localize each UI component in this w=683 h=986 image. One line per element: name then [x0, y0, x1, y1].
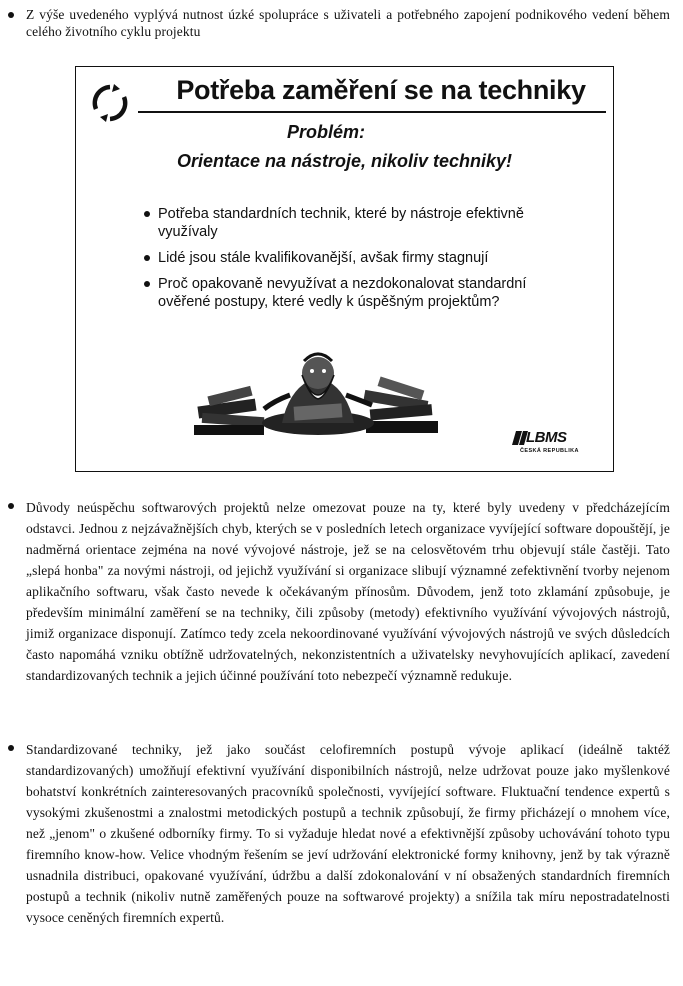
lbms-brand-logo — [512, 429, 594, 457]
slide-problem-label: Problém: — [286, 122, 365, 142]
brand-subtitle: ČESKÁ REPUBLIKA — [520, 448, 579, 454]
title-divider — [138, 111, 606, 113]
slide-subtitle: Orientace na nástroje, nikoliv techniky! — [176, 151, 513, 171]
paragraph-standardized-techniques — [8, 739, 670, 928]
slide-bullet-item: Potřeba standardních technik, které by nástroje efektivně využívaly — [144, 205, 574, 241]
slide-bullet-item: Lidé jsou stále kvalifikovanější, avšak firmy stagnují — [144, 249, 574, 267]
paragraph-failure-reasons — [8, 497, 670, 686]
circular-arrows-logo-icon — [90, 83, 130, 123]
brand-name: LBMS — [526, 429, 567, 446]
slide-bullet-list — [144, 205, 574, 319]
slide-bullet-item: Proč opakovaně nevyužívat a nezdokonalovat standardní ověřené postupy, které vedly k úspěšným projektům? — [144, 275, 574, 311]
wizard-with-books-illustration-icon — [194, 345, 442, 437]
bullet-icon — [144, 211, 150, 217]
slide-title: Potřeba zaměření se na techniky — [176, 75, 586, 105]
bullet-icon — [144, 281, 150, 287]
paragraph-intro — [8, 6, 670, 40]
bullet-icon — [8, 12, 14, 18]
bullet-icon — [144, 255, 150, 261]
paragraph-text: Standardizované techniky, jež jako součást celofiremních postupů vývoje aplikací (ideálně taktéž standardizovaných) umožňují efektivní využívání disponibilních nástrojů, nelze udržovat pouze jako myšlenkové bohatství konkrétních zainteresovaných pracovníků společnosti, vyvíjející software. Fluktuační tendence expertů s vysokými zkušenostmi a znalostmi metodických postupů a technik způsobují, že firmy přicházejí o mnohem více, než „jenom" o zkušené odborníky firmy. To si vyžaduje hledat nové a efektivnější způsoby uchovávání tohoto typu firemního know-how. Velice vhodným řešením se jeví udržování elektronické formy knihovny, jenž by tak výrazně usnadnila distribuci, opakované využívání, údržbu a další zdokonalování v ní obsažených standardních firemních postupů a technik (nikoliv nutně zaměřených pouze na softwarové projekty) a snížila tak míru nepostradatelnosti vysoce ceněných firemních expertů. — [26, 742, 670, 925]
paragraph-text: Důvody neúspěchu softwarových projektů nelze omezovat pouze na ty, které byly uvedeny v předcházejícím odstavci. Jednou z nejzávažnějších chyb, kterých se v posledních letech organizace vyvíjející software dopouštějí, je nadměrná orientace zejména na nové vývojové nástroje, jež se na celosvětovém trhu objevují stále častěji. Tato „slepá honba" za novými nástroji, od jejichž využívání si organizace slibují významné zefektivnění tvorby nejenom aplikačního softwaru, však často nevede k očekávaným přínosům. Důvodem, jenž toto zklamání způsobuje, je především minimální zaměření se na techniky, čili způsoby (metody) efektivního využívání vývojových nástrojů, jimiž organizace disponují. Zatímco tedy zcela nekoordinované využívání vývojových nástrojů ve svých důsledcích často napomáhá vzniku obtížně udržovatelných, nekonzistentních a uživatelsky nevyhovujících aplikací, zavedení standardizovaných technik a jejich účinné používání toto nebezpečí významně redukuje. — [26, 500, 670, 683]
paragraph-text: Z výše uvedeného vyplývá nutnost úzké spolupráce s uživateli a potřebného zapojení podnikového vedení během celého životního cyklu projektu — [26, 7, 670, 39]
bullet-icon — [8, 503, 14, 509]
bullet-icon — [8, 745, 14, 751]
slide-figure — [75, 66, 614, 472]
